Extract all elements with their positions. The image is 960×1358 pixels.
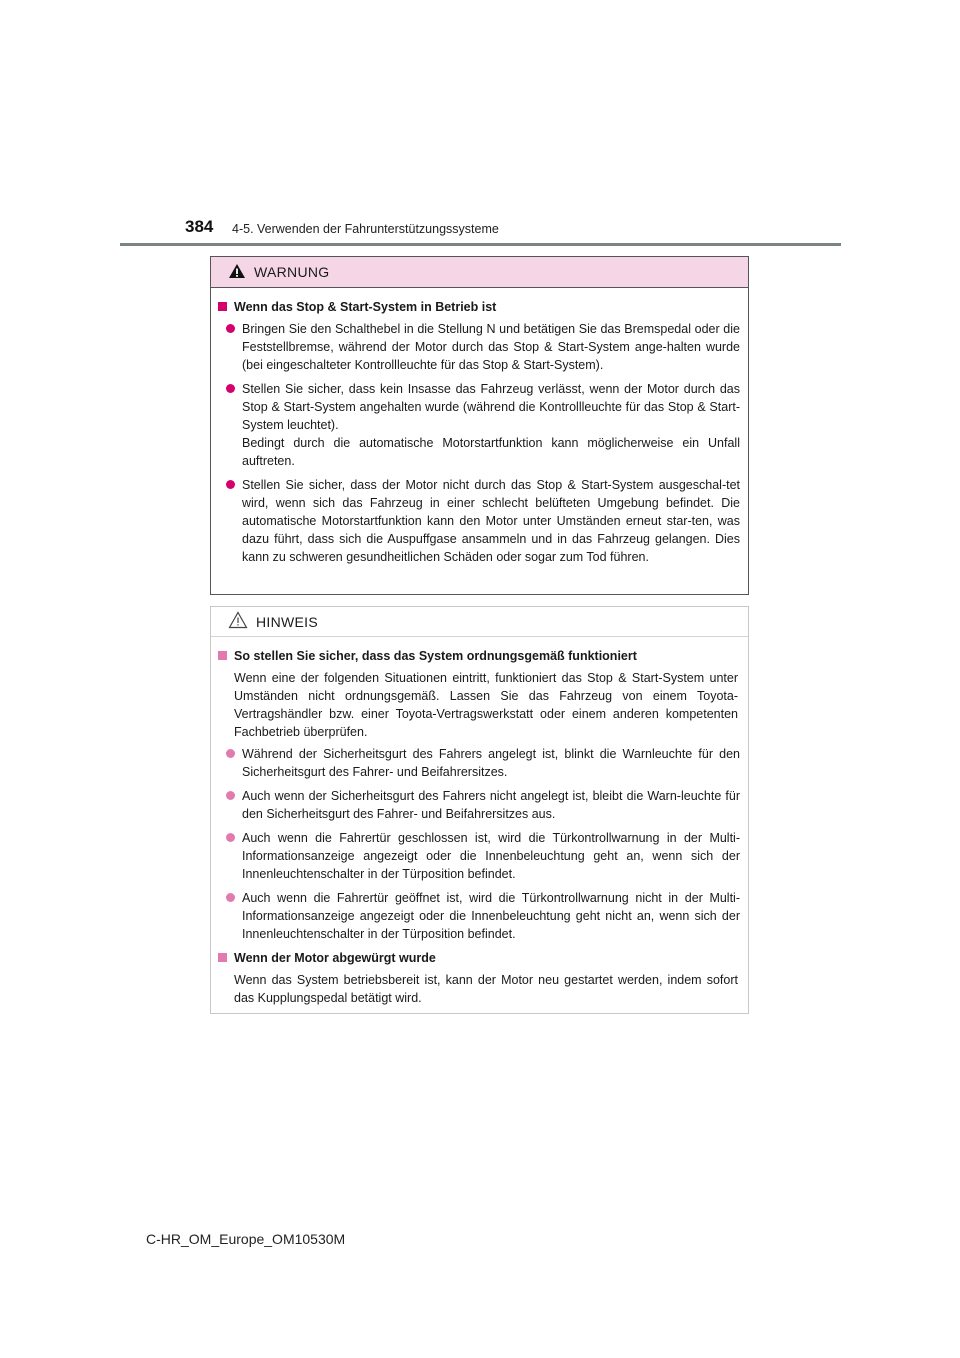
- footer-doc-id: C-HR_OM_Europe_OM10530M: [146, 1231, 346, 1247]
- section-title: 4-5. Verwenden der Fahrunterstützungssysteme: [232, 222, 499, 236]
- notice-title: HINWEIS: [256, 613, 318, 630]
- page-number: 384: [185, 217, 214, 236]
- list-item: [226, 380, 740, 470]
- list-item: [226, 829, 740, 883]
- list-item: [226, 320, 740, 374]
- notice-header: [211, 607, 748, 637]
- list-item: [226, 476, 740, 566]
- notice-bullet-4: Auch wenn die Fahrertür geöffnet ist, wird die Türkontrollwarnung nicht in der Multi-Informationsanzeige angezeigt oder die Innenbeleuchtung geht nicht an, wenn sich der Innenleuchtenschalter in der Türposition befindet.: [242, 891, 740, 941]
- bullet-dot-icon: [226, 893, 235, 902]
- square-bullet-icon: [218, 302, 227, 311]
- warning-bullet-2: [242, 380, 740, 470]
- warning-heading-text: Wenn das Stop & Start-System in Betrieb ist: [234, 300, 497, 314]
- warning-header: [211, 257, 748, 288]
- notice-intro: Wenn eine der folgenden Situationen eintritt, funktioniert das Stop & Start-System unter Umständen nicht ordnungsgemäß. Lassen Sie das Fahrzeug von einem Toyota-Vertragshändler bzw. einer Toyota-Vertragswerkstatt oder einem anderen kompetenten Fachbetrieb überprüfen.: [234, 671, 738, 739]
- warning-triangle-icon: [228, 263, 254, 282]
- notice-box: [210, 606, 749, 1014]
- warning-title: WARNUNG: [254, 264, 330, 280]
- warning-bullet-3: Stellen Sie sicher, dass der Motor nicht durch das Stop & Start-System ausgeschal-tet wird, wenn sich das Fahrzeug in einer schlecht belüfteten Umgebung befindet. Die automatische Motorstartfunktion kann den Motor unter Umständen erneut star-ten, was dazu führt, dass sich die Auspuffgase ansammeln und in das Fahrzeug gelangen. Dies kann zu schweren gesundheitlichen Schäden oder sogar zum Tod führen.: [242, 478, 740, 564]
- header-rule: [120, 243, 841, 246]
- bullet-dot-icon: [226, 791, 235, 800]
- bullet-dot-icon: [226, 324, 235, 333]
- bullet-dot-icon: [226, 384, 235, 393]
- notice-heading-1: [218, 647, 740, 665]
- notice-heading-2: [218, 949, 740, 967]
- warning-bullet-2-extra: Bedingt durch die automatische Motorstartfunktion kann möglicherweise ein Unfall auftreten.: [242, 436, 740, 468]
- warning-bullet-1: Bringen Sie den Schalthebel in die Stellung N und betätigen Sie das Bremspedal oder die Feststellbremse, während der Motor durch das Stop & Start-System ange-halten wurde (bei eingeschalteter Kontrollleuchte für das Stop & Start-System).: [242, 322, 740, 372]
- notice-stall-text: Wenn das System betriebsbereit ist, kann der Motor neu gestartet werden, indem sofort das Kupplungspedal betätigt wird.: [234, 973, 738, 1005]
- bullet-dot-icon: [226, 833, 235, 842]
- warning-bullet-2-text: Stellen Sie sicher, dass kein Insasse das Fahrzeug verlässt, wenn der Motor durch das Stop & Start-System angehalten wurde (während die Kontrollleuchte für das Stop & Start-System leuchtet).: [242, 382, 740, 432]
- list-item: [226, 745, 740, 781]
- notice-heading-2-text: Wenn der Motor abgewürgt wurde: [234, 951, 436, 965]
- notice-triangle-icon: [228, 611, 256, 632]
- notice-bullet-2: Auch wenn der Sicherheitsgurt des Fahrers nicht angelegt ist, bleibt die Warn-leuchte für den Sicherheitsgurt des Fahrer- und Beifahrersitzes aus.: [242, 789, 740, 821]
- square-bullet-icon: [218, 953, 227, 962]
- warning-heading: [218, 298, 740, 316]
- notice-heading-1-text: So stellen Sie sicher, dass das System ordnungsgemäß funktioniert: [234, 649, 637, 663]
- bullet-dot-icon: [226, 480, 235, 489]
- notice-bullet-1: Während der Sicherheitsgurt des Fahrers angelegt ist, blinkt die Warnleuchte für den Sicherheitsgurt des Fahrer- und Beifahrersitzes.: [242, 747, 740, 779]
- warning-box: [210, 256, 749, 595]
- list-item: [226, 889, 740, 943]
- list-item: [226, 787, 740, 823]
- bullet-dot-icon: [226, 749, 235, 758]
- notice-bullet-3: Auch wenn die Fahrertür geschlossen ist, wird die Türkontrollwarnung in der Multi-Informationsanzeige angezeigt oder die Innenbeleuchtung geht an, wenn sich der Innenleuchtenschalter in der Türposition befindet.: [242, 831, 740, 881]
- square-bullet-icon: [218, 651, 227, 660]
